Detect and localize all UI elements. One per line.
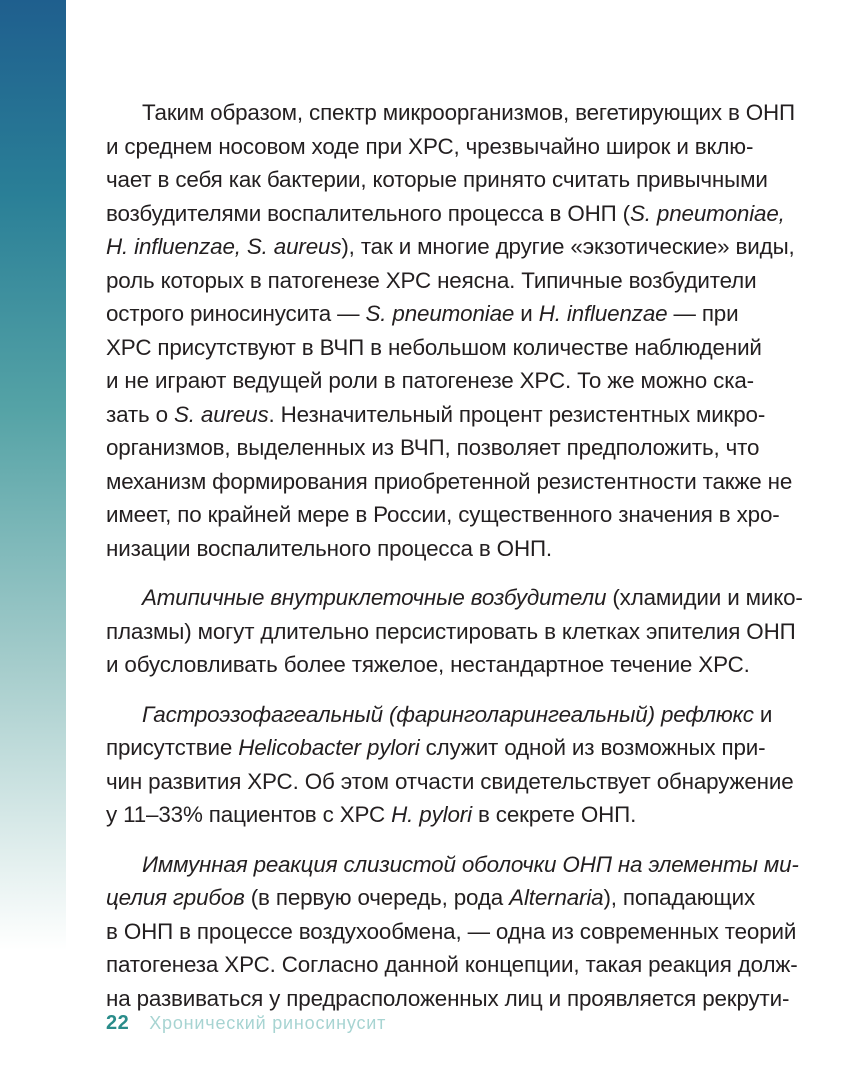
italic-run: Иммунная реакция слизистой оболочки ОНП на элементы ми- (142, 851, 799, 877)
text-run: возбудителями воспалительного процесса в ОНП ( (106, 200, 630, 226)
text-line (106, 532, 738, 566)
text-run: роль которых в патогенезе ХРС неясна. Типичные возбудители (106, 267, 757, 293)
italic-run: Гастроэзофагеальный (фаринголарингеальный) рефлюкс (142, 701, 754, 727)
text-run: чин развития ХРС. Об этом отчасти свидетельствует обнаружение (106, 768, 794, 794)
text-line (106, 848, 799, 882)
text-run: патогенеза ХРС. Согласно данной концепции, такая реакция долж- (106, 952, 798, 977)
text-run: ), так и многие другие «экзотические» виды, (341, 234, 795, 259)
text-run: низации воспалительного процесса в ОНП. (106, 535, 552, 561)
text-run: в секрете ОНП. (471, 802, 637, 827)
text-run: плазмы) могут длительно персистировать в клетках эпителия ОНП (106, 618, 796, 644)
text-run: острого риносинусита — (106, 301, 366, 326)
text-line (106, 163, 768, 197)
text-line (106, 264, 757, 298)
paragraph (106, 698, 794, 832)
paragraph (106, 848, 799, 1016)
italic-run: целия грибов (106, 885, 245, 910)
text-run: и (514, 301, 539, 326)
text-run: и обусловливать более тяжелое, нестандартное течение ХРС. (106, 652, 750, 677)
text-run: на развиваться у предрасположенных лиц и проявляется рекрути- (106, 985, 790, 1011)
text-line (106, 431, 760, 465)
text-line (106, 798, 738, 832)
text-line (106, 398, 766, 432)
text-run: Таким образом, спектр микроорганизмов, вегетирующих в ОНП (142, 100, 796, 125)
text-line (106, 331, 762, 365)
text-line (106, 698, 773, 732)
italic-run: H. pylori (391, 802, 472, 827)
text-line (106, 648, 750, 682)
paragraph (106, 96, 796, 565)
page-footer (106, 1012, 386, 1042)
text-run: механизм формирования приобретенной резистентности также не (106, 468, 793, 494)
text-run: чает в себя как бактерии, которые принято считать привычными (106, 167, 768, 192)
text-run: ХРС присутствуют в ВЧП в небольшом количестве наблюдений (106, 334, 762, 360)
text-line (106, 881, 756, 915)
text-run: имеет, по крайней мере в России, существенного значения в хро- (106, 502, 780, 527)
text-line (106, 230, 795, 264)
text-line (106, 615, 796, 649)
text-run: (хламидии и мико- (606, 585, 803, 610)
paragraph (106, 581, 803, 682)
italic-run: S. pneumoniae (365, 301, 515, 326)
text-run: ), попадающих (603, 885, 756, 910)
text-run: — при (667, 301, 739, 326)
main-text (106, 96, 803, 1031)
text-line (106, 915, 797, 949)
text-run: и не играют ведущей роли в патогенезе ХРС. То же можно ска- (106, 368, 754, 393)
italic-run: H. influenzae, S. aureus (106, 234, 342, 259)
text-run: служит одной из возможных при- (419, 735, 766, 760)
page-number: 22 (106, 1012, 130, 1034)
text-run: присутствие (106, 735, 239, 760)
text-run: и (753, 701, 773, 727)
decorative-side-band (0, 0, 66, 1080)
text-run: (в первую очередь, рода (244, 885, 510, 910)
text-line (106, 465, 793, 499)
text-line (106, 96, 796, 130)
text-run: зать о (106, 401, 174, 427)
text-line (106, 731, 766, 765)
italic-run: Атипичные внутриклеточные возбудители (142, 585, 607, 610)
text-line (106, 130, 754, 164)
text-line (106, 765, 794, 799)
text-run: у 11–33% пациентов с ХРС (106, 802, 392, 827)
text-run: организмов, выделенных из ВЧП, позволяет предположить, что (106, 435, 760, 460)
text-line (106, 982, 790, 1016)
text-line (106, 948, 798, 982)
text-line (106, 197, 785, 231)
italic-run: Alternaria (509, 885, 604, 910)
text-line (106, 498, 780, 532)
italic-run: S. aureus (174, 401, 269, 427)
text-line (106, 581, 803, 615)
text-run: в ОНП в процессе воздухообмена, — одна из современных теорий (106, 918, 797, 944)
italic-run: Helicobacter pylori (238, 735, 420, 760)
running-title: Хронический риносинусит (149, 1013, 387, 1033)
italic-run: H. influenzae (538, 301, 668, 326)
italic-run: S. pneumoniae, (629, 200, 785, 226)
text-line (106, 364, 754, 398)
text-run: . Незначительный процент резистентных микро- (268, 401, 766, 427)
text-run: и среднем носовом ходе при ХРС, чрезвычайно широк и вклю- (106, 133, 754, 159)
text-line (106, 297, 738, 331)
